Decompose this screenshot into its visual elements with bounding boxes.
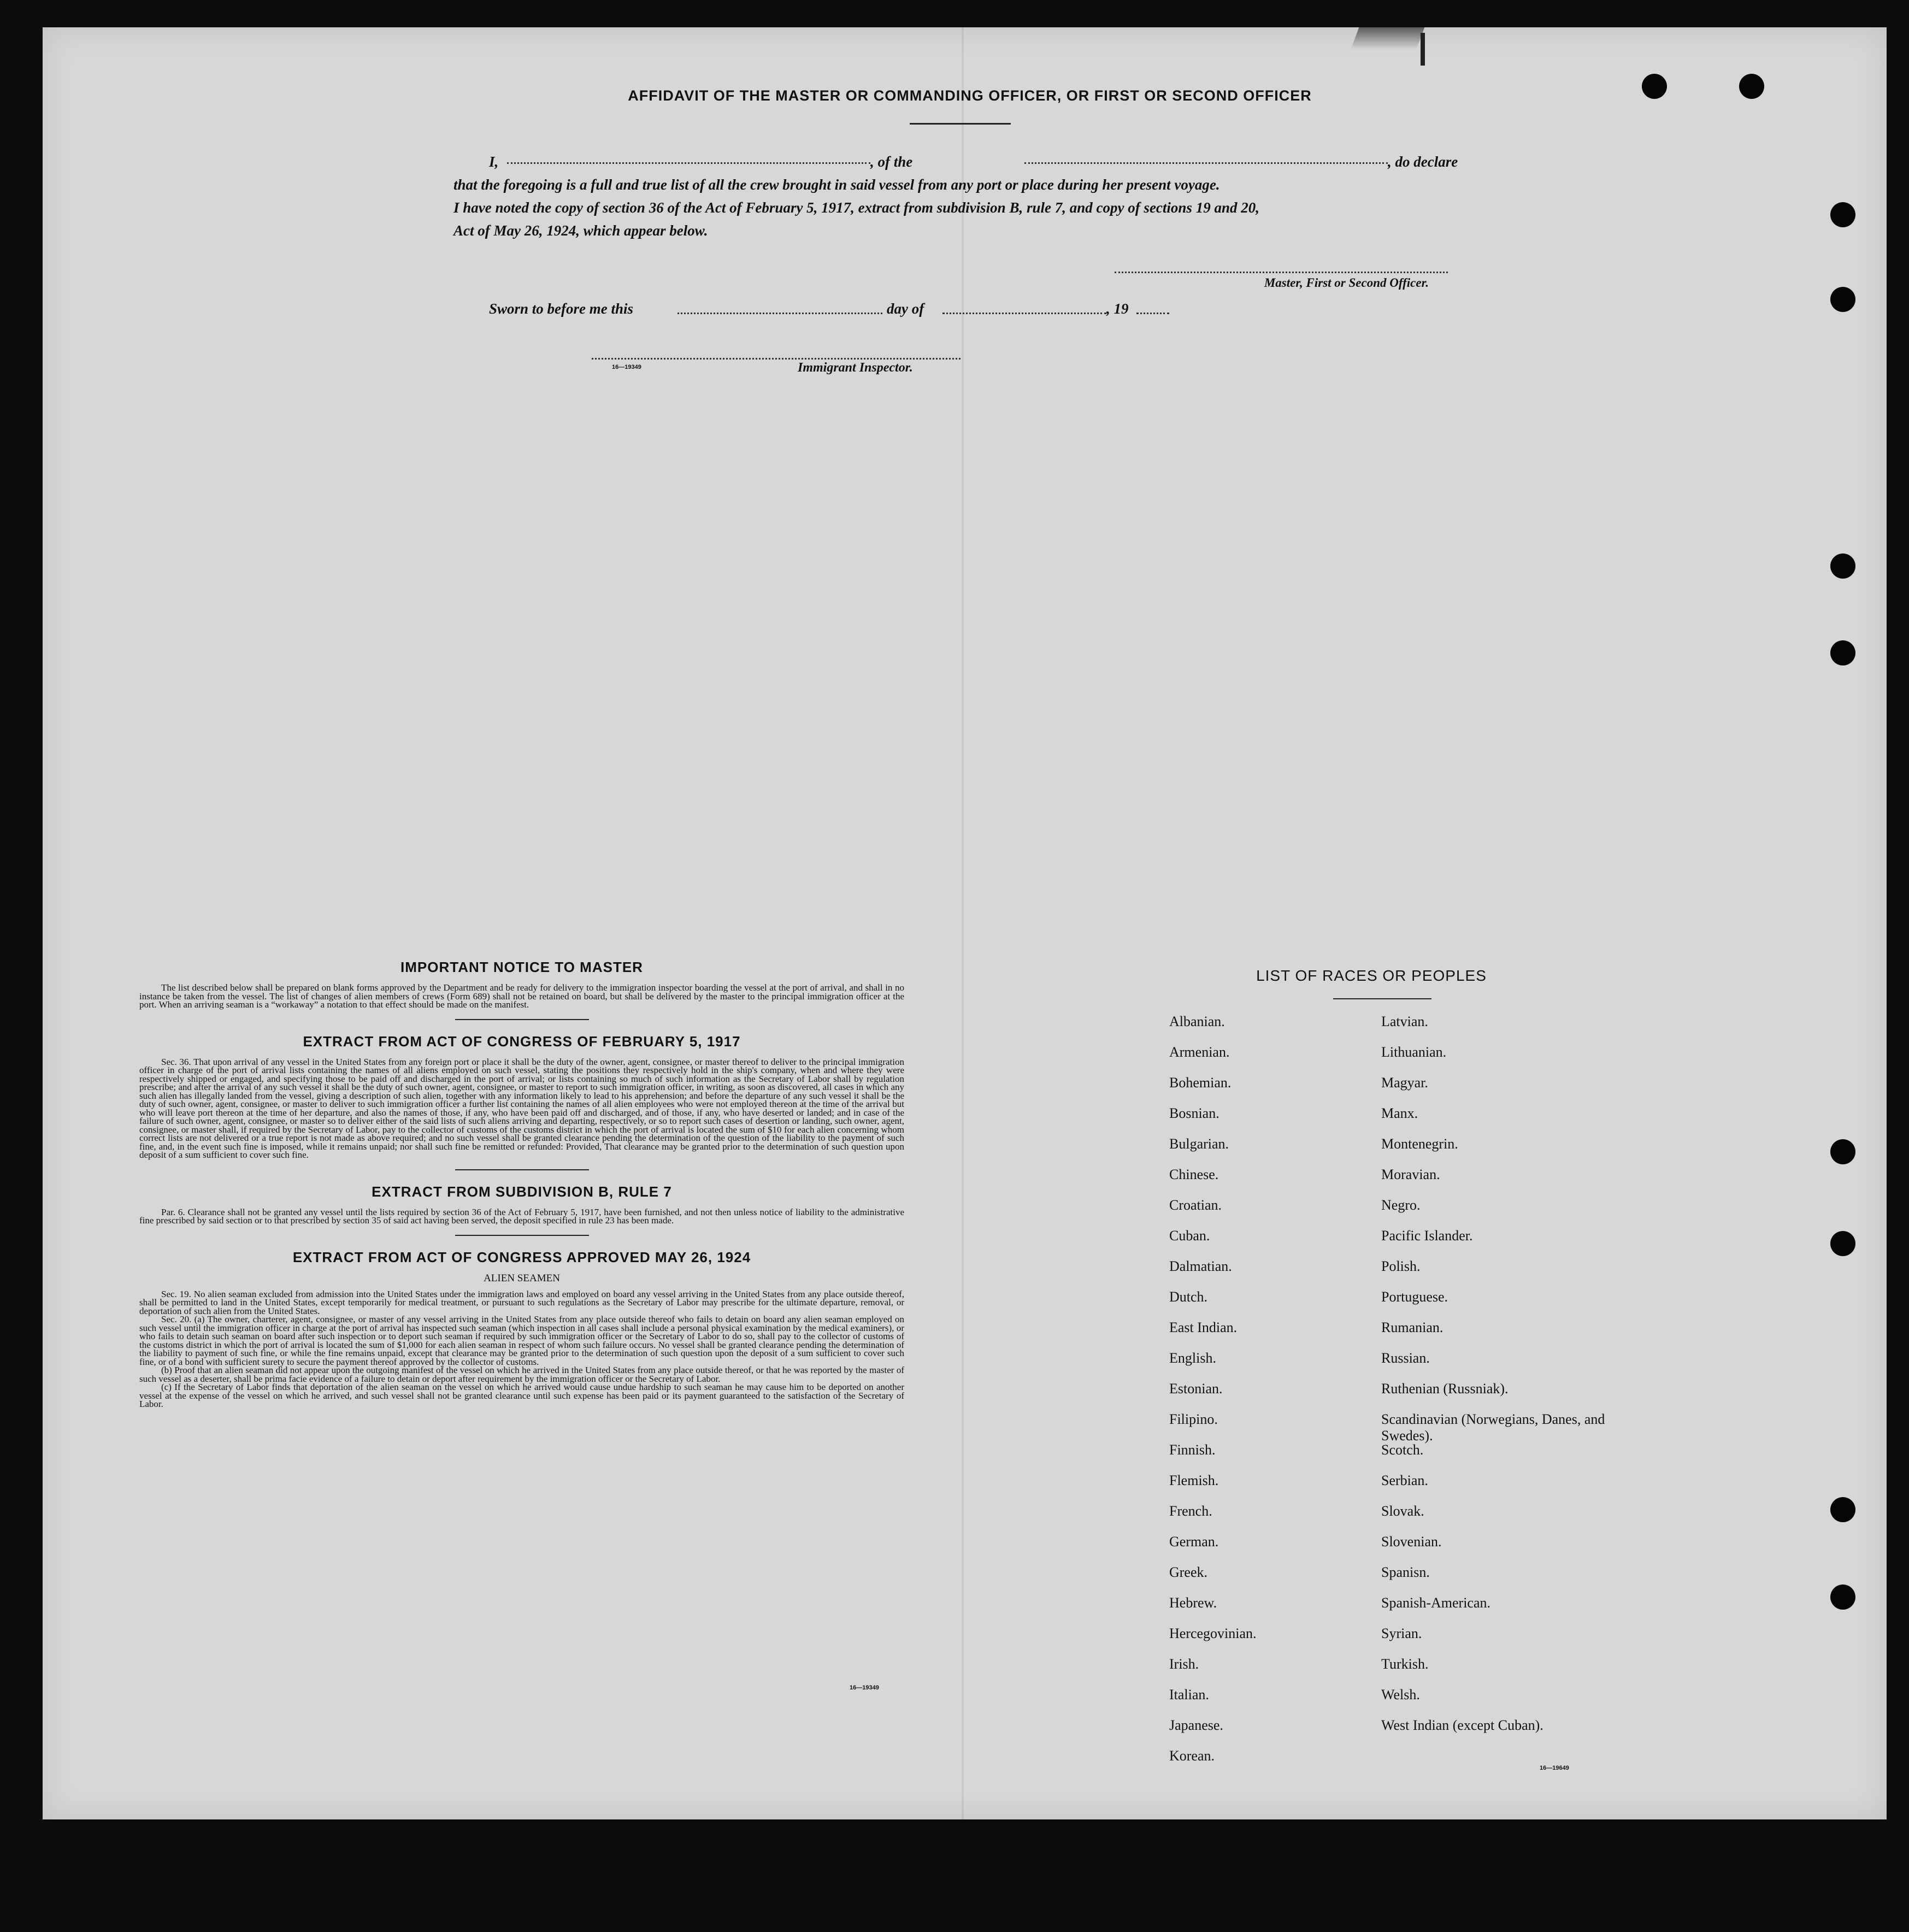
race-item: Dalmatian. [1169,1258,1232,1274]
sworn-month-field[interactable] [942,301,1106,314]
form-number: 16—19349 [612,364,641,370]
act-1924-title: EXTRACT FROM ACT OF CONGRESS APPROVED MAY 26, 1924 [292,1248,751,1265]
punch-hole [1830,640,1855,665]
race-item: Lithuanian. [1381,1044,1447,1060]
signature-field[interactable] [1115,272,1448,273]
act-1917-title: EXTRACT FROM ACT OF CONGRESS OF FEBRUARY 5, 1917 [303,1033,741,1050]
race-item: Cuban. [1169,1228,1210,1244]
race-item: East Indian. [1169,1320,1238,1335]
race-item: Flemish. [1169,1472,1219,1488]
rule7-title: EXTRACT FROM SUBDIVISION B, RULE 7 [372,1183,672,1200]
legal-extracts [139,959,904,1409]
punch-hole [1830,1585,1855,1610]
act-1924-subtitle: ALIEN SEAMEN [484,1272,560,1284]
affidavit-declare: , do declare [1388,154,1458,170]
race-item: Serbian. [1381,1472,1428,1488]
race-item: Rumanian. [1381,1320,1443,1335]
section-rule [455,1169,589,1170]
race-item: Turkish. [1381,1656,1429,1672]
punch-hole [1830,1231,1855,1256]
sworn-line [489,301,1309,323]
race-item: Japanese. [1169,1717,1223,1733]
race-item: Hebrew. [1169,1595,1217,1611]
race-item: Korean. [1169,1748,1215,1764]
race-item: Moravian. [1381,1167,1440,1182]
race-item: Scotch. [1381,1442,1424,1458]
race-item: Polish. [1381,1258,1421,1274]
race-item: English. [1169,1350,1216,1366]
punch-hole [1830,553,1855,579]
race-item: Spanisn. [1381,1564,1430,1580]
section-rule [455,1019,589,1020]
race-item: Chinese. [1169,1167,1219,1182]
punch-hole [1830,1139,1855,1164]
page-fold [962,27,964,1819]
race-item: Slovenian. [1381,1534,1442,1550]
race-item: Welsh. [1381,1687,1420,1703]
race-item: Irish. [1169,1656,1199,1672]
sworn-prefix: Sworn to before me this [489,301,634,317]
race-item: Bosnian. [1169,1105,1219,1121]
rank-field[interactable] [1024,150,1388,164]
affidavit-of-the: , of the [870,154,913,170]
punch-hole [1830,287,1855,312]
punch-hole [1642,74,1667,99]
sworn-year-field[interactable] [1136,301,1169,314]
affidavit-line-1 [453,150,1470,173]
sworn-year: , 19 [1106,301,1129,317]
ink-mark [1421,33,1425,66]
punch-hole [1830,1497,1855,1522]
sworn-day-of: day of [887,301,924,317]
section-rule [455,1235,589,1236]
race-item: West Indian (except Cuban). [1381,1717,1543,1733]
affidavit-line-3: I have noted the copy of section 36 of the Act of February 5, 1917, extract from subdivision B, rule 7, and copy of sections 19 and 20, [453,199,1259,216]
signature-label: Master, First or Second Officer. [1264,276,1429,290]
race-item: Latvian. [1381,1014,1428,1029]
ink-smudge [1351,27,1425,49]
race-item: Scandinavian (Norwegians, Danes, and Swedes). [1381,1411,1605,1444]
affidavit-title: AFFIDAVIT OF THE MASTER OR COMMANDING OFFICER, OR FIRST OR SECOND OFFICER [628,87,1312,104]
race-item: Ruthenian (Russniak). [1381,1381,1509,1397]
race-item: Filipino. [1169,1411,1218,1427]
race-item: Hercegovinian. [1169,1625,1257,1641]
race-item: Italian. [1169,1687,1209,1703]
title-rule [910,123,1011,125]
inspector-label: Immigrant Inspector. [798,361,913,375]
rule7-text: Par. 6. Clearance shall not be granted any vessel until the lists required by section 36 of the Act of February 5, 1917, have been furnished, and not then unless notice of liability to the administrative fine prescribed by said section or to that prescribed by section 35 of said act having been served, the deposit specified in rule 23 has been made. [139,1206,904,1226]
sec20b-text: (b) Proof that an alien seaman did not appear upon the outgoing manifest of the vessel on which he arrived in the United States from any place outside thereof, or that he was reported by the master of such vessel as a deserter, shall be prima facie evidence of a failure to detain or deport after requirement by the immigration officer or the Secretary of Labor. [139,1365,904,1384]
punch-hole [1739,74,1764,99]
punch-hole [1830,202,1855,227]
race-item: Albanian. [1169,1014,1225,1029]
notice-title: IMPORTANT NOTICE TO MASTER [400,959,643,975]
race-item: Armenian. [1169,1044,1230,1060]
race-item: Spanish-American. [1381,1595,1491,1611]
act-1917-text: Sec. 36. That upon arrival of any vessel in the United States from any foreign port or place it shall be the duty of the owner, agent, consignee, or master thereof to deliver to the principal immigration officer in charge of the port of arrival lists containing the names of all aliens employed on such vessel, stating the positions they respectively hold in the ship's company, when and where they were respectively shipped or engaged, and specifying those to be paid off and discharged in the port of arrival; or lists containing so much of such information as the Secretary of Labor shall by regulation prescribe; and after the arrival of any such vessel it shall be the duty of such owner, agent, consignee, or master to report to such immigration officer, in writing, as soon as discovered, all cases in which any such alien has illegally landed from the vessel, giving a description of such alien, together with any information likely to lead to his apprehension; and before the departure of any such vessel it shall be the duty of such owner, agent, consignee, or master to deliver to such immigration officer a further list containing the names of all alien employees who were not employed thereon at the time of the arrival but who will leave port thereon at the time of her departure, and also the names of those, if any, who have been paid off and discharged, and of those, if any, who have deserted or landed; and in case of the failure of such owner, agent, consignee, or master so to deliver either of the said lists of such aliens arriving and departing, respectively, or so to report such cases of desertion or landing, such owner, agent, consignee, or master shall, if required by the Secretary of Labor, pay to the collector of customs of the customs district in which the port of arrival is located the sum of $10 for each alien concerning whom correct lists are not delivered or a true report is not made as above required; and no such vessel shall be granted clearance pending the determination of the question of the liability to the payment of such fine, and, in the event such fine is imposed, while it remains unpaid; nor shall such fine be remitted or refunded: Provided, That clearance may be granted prior to the determination of such question upon deposit of a sum sufficient to cover such fine. [139,1056,904,1160]
sec20c-text: (c) If the Secretary of Labor finds that deportation of the alien seaman on the vessel on which he arrived would cause undue hardship to such seaman he may cause him to be deported on another vessel at the expense of the vessel on which he arrived, and such vessel shall not be granted clearance until such expense has been paid or its payment guaranteed to the satisfaction of the Secretary of Labor. [139,1382,904,1409]
notice-text: The list described below shall be prepared on blank forms approved by the Department and be ready for delivery to the immigration inspector boarding the vessel at the port of arrival, and shall in no instance be taken from the vessel. The list of changes of alien members of crews (Form 689) shall not be retained on board, but shall be delivered by the master to the principal immigration officer at the port. When an arriving seaman is a “workaway” a notation to that effect should be made on the manifest. [139,982,904,1010]
race-item: Russian. [1381,1350,1430,1366]
race-item: Magyar. [1381,1075,1428,1091]
race-item: German. [1169,1534,1219,1550]
affidavit-line-2: that the foregoing is a full and true list of all the crew brought in said vessel from any port or place during her present voyage. [453,176,1220,193]
affidavit-body [453,150,1470,242]
form-number: 16—19649 [1540,1765,1569,1771]
race-item: Syrian. [1381,1625,1422,1641]
sec20a-text: Sec. 20. (a) The owner, charterer, agent, consignee, or master of any vessel arriving in the United States from any place outside thereof who fails to detain on board any alien seaman employed on such vessel until the immigration officer in charge at the port of arrival has inspected such seaman (which inspection in all cases shall include a personal physical examination by the medical examiners), or who fails to detain such seaman on board after such inspection or to deport such seaman if required by such immigration officer or the Secretary of Labor to do so, shall pay to the collector of customs of the customs district in which the port of arrival is located the sum of $1,000 for each alien seaman in respect of whom such failure occurs. No vessel shall be granted clearance pending the determination of the liability to payment of such fine, or while the fine remains unpaid, except that clearance may be granted prior to the determination of such question upon the deposit of a sum sufficient to cover such fine, or of a bond with sufficient surety to secure the payment thereof approved by the collector of customs. [139,1314,904,1367]
race-item: Pacific Islander. [1381,1228,1473,1244]
race-item: Finnish. [1169,1442,1216,1458]
sec19-text: Sec. 19. No alien seaman excluded from admission into the United States under the immigration laws and employed on board any vessel arriving in the United States from any place outside thereof, shall be permitted to land in the United States, except temporarily for medical treatment, or pursuant to such regulations as the Secretary of Labor may prescribe for the ultimate departure, removal, or deportation of such alien from the United States. [139,1288,904,1316]
races-title: LIST OF RACES OR PEOPLES [1256,967,1487,984]
race-item: Croatian. [1169,1197,1222,1213]
name-field[interactable] [507,150,870,164]
race-item: Greek. [1169,1564,1208,1580]
race-item: Bohemian. [1169,1075,1232,1091]
race-item: Portuguese. [1381,1289,1448,1305]
form-number: 16—19349 [850,1684,879,1691]
sworn-day-field[interactable] [677,301,882,314]
races-rule [1333,998,1431,999]
inspector-signature-field[interactable] [592,358,961,360]
race-item: French. [1169,1503,1212,1519]
document-page [43,27,1887,1819]
affidavit-i: I, [489,154,499,170]
race-item: Montenegrin. [1381,1136,1458,1152]
race-item: Slovak. [1381,1503,1424,1519]
race-item: Manx. [1381,1105,1418,1121]
race-item: Negro. [1381,1197,1421,1213]
race-item: Estonian. [1169,1381,1223,1397]
affidavit-line-4: Act of May 26, 1924, which appear below. [453,222,708,239]
race-item: Dutch. [1169,1289,1208,1305]
race-item: Bulgarian. [1169,1136,1229,1152]
